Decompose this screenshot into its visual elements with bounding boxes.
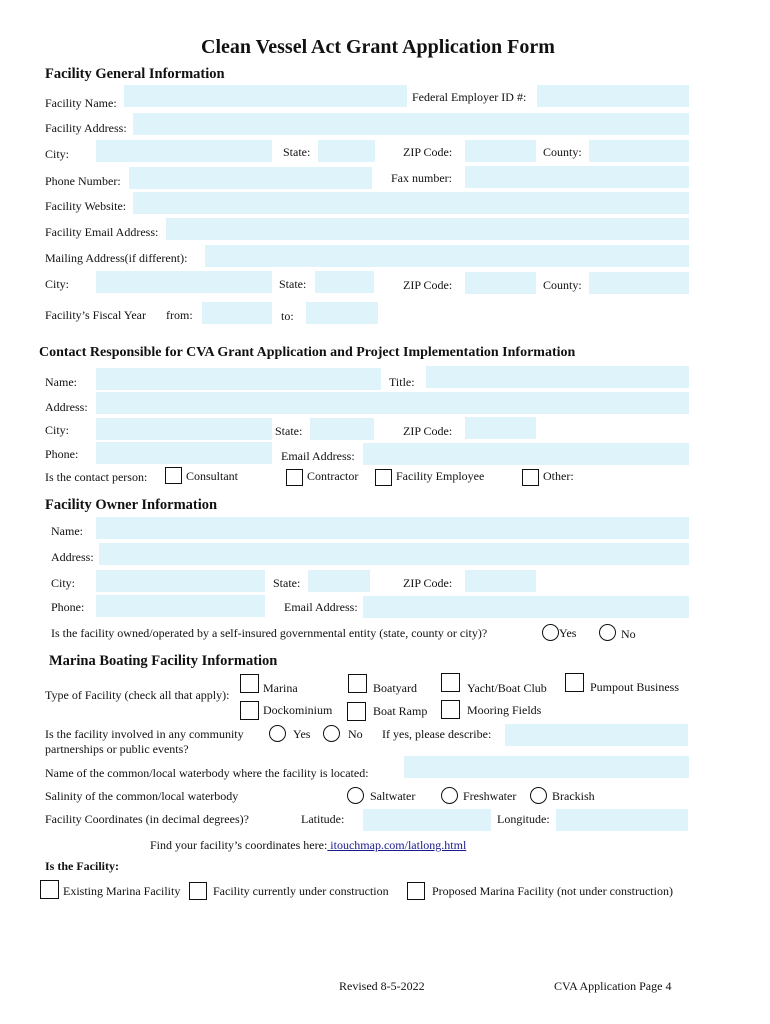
contact-state-label: State:	[275, 424, 303, 438]
self-insured-no-label: No	[621, 627, 636, 641]
owner-phone-label: Phone:	[51, 600, 85, 614]
contact-email-input[interactable]	[363, 443, 689, 465]
owner-phone-input[interactable]	[96, 595, 265, 617]
other-checkbox[interactable]	[522, 469, 539, 486]
fein-label: Federal Employer ID #:	[412, 90, 527, 104]
facility-type-label: Type of Facility (check all that apply):	[45, 688, 230, 702]
contact-title-label: Title:	[389, 375, 415, 389]
existing-facility-label: Existing Marina Facility	[63, 884, 181, 898]
contractor-label: Contractor	[307, 469, 359, 483]
facility-email-input[interactable]	[166, 218, 689, 240]
existing-facility-checkbox[interactable]	[40, 880, 59, 899]
partnership-yes-label: Yes	[293, 727, 311, 741]
fiscal-to-input[interactable]	[306, 302, 378, 324]
phone-input[interactable]	[129, 167, 372, 189]
mailing-county-input[interactable]	[589, 272, 689, 294]
contractor-checkbox[interactable]	[286, 469, 303, 486]
fax-label: Fax number:	[391, 171, 452, 185]
revised-date: Revised 8-5-2022	[339, 979, 425, 993]
fiscal-from-input[interactable]	[202, 302, 272, 324]
owner-name-input[interactable]	[96, 517, 689, 539]
contact-person-label: Is the contact person:	[45, 470, 148, 484]
mailing-state-input[interactable]	[315, 271, 374, 293]
owner-city-label: City:	[51, 576, 76, 590]
marina-checkbox[interactable]	[240, 674, 259, 693]
waterbody-input[interactable]	[404, 756, 689, 778]
state-input[interactable]	[318, 140, 375, 162]
waterbody-label: Name of the common/local waterbody where the facility is located:	[45, 766, 369, 780]
longitude-input[interactable]	[556, 809, 688, 831]
boatyard-label: Boatyard	[373, 681, 417, 695]
under-construction-label: Facility currently under construction	[213, 884, 389, 898]
county-label: County:	[543, 145, 582, 159]
fiscal-from-label: from:	[166, 308, 193, 322]
owner-state-input[interactable]	[308, 570, 370, 592]
website-input[interactable]	[133, 192, 689, 214]
facility-employee-checkbox[interactable]	[375, 469, 392, 486]
pumpout-checkbox[interactable]	[565, 673, 584, 692]
partnership-question-line1: Is the facility involved in any community	[45, 727, 244, 741]
county-input[interactable]	[589, 140, 689, 162]
describe-label: If yes, please describe:	[382, 727, 492, 741]
mooring-label: Mooring Fields	[467, 703, 542, 717]
self-insured-yes-label: Yes	[559, 626, 577, 640]
owner-email-label: Email Address:	[284, 600, 358, 614]
fax-input[interactable]	[465, 166, 689, 188]
freshwater-radio[interactable]	[441, 787, 458, 804]
page-number: CVA Application Page 4	[554, 979, 672, 993]
saltwater-label: Saltwater	[370, 789, 416, 803]
dockominium-label: Dockominium	[263, 703, 333, 717]
mailing-city-label: City:	[45, 277, 70, 291]
contact-zip-label: ZIP Code:	[403, 424, 453, 438]
city-input[interactable]	[96, 140, 272, 162]
state-label: State:	[283, 145, 311, 159]
owner-email-input[interactable]	[363, 596, 689, 618]
mooring-checkbox[interactable]	[441, 700, 460, 719]
facility-name-input[interactable]	[124, 85, 407, 107]
mailing-state-label: State:	[279, 277, 307, 291]
proposed-facility-checkbox[interactable]	[407, 882, 425, 900]
contact-name-label: Name:	[45, 375, 77, 389]
consultant-checkbox[interactable]	[165, 467, 182, 484]
contact-address-label: Address:	[45, 400, 88, 414]
zip-label: ZIP Code:	[403, 145, 453, 159]
mailing-county-label: County:	[543, 278, 582, 292]
owner-address-input[interactable]	[99, 543, 689, 565]
owner-name-label: Name:	[51, 524, 83, 538]
yacht-club-label: Yacht/Boat Club	[467, 681, 547, 695]
city-label: City:	[45, 147, 70, 161]
self-insured-yes-radio[interactable]	[542, 624, 559, 641]
contact-phone-input[interactable]	[96, 442, 272, 464]
saltwater-radio[interactable]	[347, 787, 364, 804]
partnership-no-label: No	[348, 727, 363, 741]
contact-state-input[interactable]	[310, 418, 374, 440]
fein-input[interactable]	[537, 85, 689, 107]
mailing-zip-label: ZIP Code:	[403, 278, 453, 292]
mailing-zip-input[interactable]	[465, 272, 536, 294]
owner-zip-label: ZIP Code:	[403, 576, 453, 590]
fiscal-to-label: to:	[281, 309, 294, 323]
contact-email-label: Email Address:	[281, 449, 355, 463]
owner-zip-input[interactable]	[465, 570, 536, 592]
pumpout-label: Pumpout Business	[590, 680, 680, 694]
owner-state-label: State:	[273, 576, 301, 590]
partnership-yes-radio[interactable]	[269, 725, 286, 742]
consultant-label: Consultant	[186, 469, 239, 483]
contact-address-input[interactable]	[96, 392, 689, 414]
section-heading-contact: Contact Responsible for CVA Grant Application and Project Implementation Information	[39, 345, 576, 360]
section-heading-facility-general: Facility General Information	[45, 66, 225, 82]
find-coordinates-text	[150, 838, 466, 853]
contact-zip-input[interactable]	[465, 417, 536, 439]
mailing-address-input[interactable]	[205, 245, 689, 267]
find-coordinates-label: Find your facility’s coordinates here:	[150, 838, 328, 852]
contact-title-input[interactable]	[426, 366, 689, 388]
zip-input[interactable]	[465, 140, 536, 162]
partnership-question-line2: partnerships or public events?	[45, 742, 189, 756]
contact-name-input[interactable]	[96, 368, 381, 390]
owner-address-label: Address:	[51, 550, 94, 564]
boatyard-checkbox[interactable]	[348, 674, 367, 693]
facility-address-input[interactable]	[133, 113, 689, 135]
contact-phone-label: Phone:	[45, 447, 79, 461]
yacht-club-checkbox[interactable]	[441, 673, 460, 692]
boat-ramp-label: Boat Ramp	[373, 704, 428, 718]
section-heading-owner: Facility Owner Information	[45, 497, 218, 513]
latitude-label: Latitude:	[301, 812, 345, 826]
self-insured-no-radio[interactable]	[599, 624, 616, 641]
under-construction-checkbox[interactable]	[189, 882, 207, 900]
fiscal-year-label: Facility’s Fiscal Year	[45, 308, 146, 322]
mailing-city-input[interactable]	[96, 271, 272, 293]
salinity-label: Salinity of the common/local waterbody	[45, 789, 239, 803]
proposed-facility-label: Proposed Marina Facility (not under construction)	[432, 884, 673, 898]
coordinates-link[interactable]: itouchmap.com/latlong.html	[327, 838, 467, 852]
partnership-no-radio[interactable]	[323, 725, 340, 742]
longitude-label: Longitude:	[497, 812, 550, 826]
contact-city-label: City:	[45, 423, 70, 437]
brackish-label: Brackish	[552, 789, 595, 803]
facility-employee-label: Facility Employee	[396, 469, 485, 483]
is-facility-heading: Is the Facility:	[45, 859, 119, 873]
coordinates-label: Facility Coordinates (in decimal degrees)?	[45, 812, 249, 826]
freshwater-label: Freshwater	[463, 789, 517, 803]
page-title: Clean Vessel Act Grant Application Form	[201, 36, 555, 58]
mailing-address-label: Mailing Address(if different):	[45, 251, 188, 265]
contact-city-input[interactable]	[96, 418, 272, 440]
facility-name-label: Facility Name:	[45, 96, 117, 110]
other-label: Other:	[543, 469, 574, 483]
phone-label: Phone Number:	[45, 174, 121, 188]
latitude-input[interactable]	[363, 809, 491, 831]
self-insured-question: Is the facility owned/operated by a self-insured governmental entity (state, county or city)?	[51, 626, 488, 640]
dockominium-checkbox[interactable]	[240, 701, 259, 720]
marina-label: Marina	[263, 681, 298, 695]
brackish-radio[interactable]	[530, 787, 547, 804]
website-label: Facility Website:	[45, 199, 127, 213]
boat-ramp-checkbox[interactable]	[347, 702, 366, 721]
describe-input[interactable]	[505, 724, 688, 746]
facility-address-label: Facility Address:	[45, 121, 127, 135]
facility-email-label: Facility Email Address:	[45, 225, 159, 239]
owner-city-input[interactable]	[96, 570, 265, 592]
section-heading-marina: Marina Boating Facility Information	[49, 653, 278, 669]
